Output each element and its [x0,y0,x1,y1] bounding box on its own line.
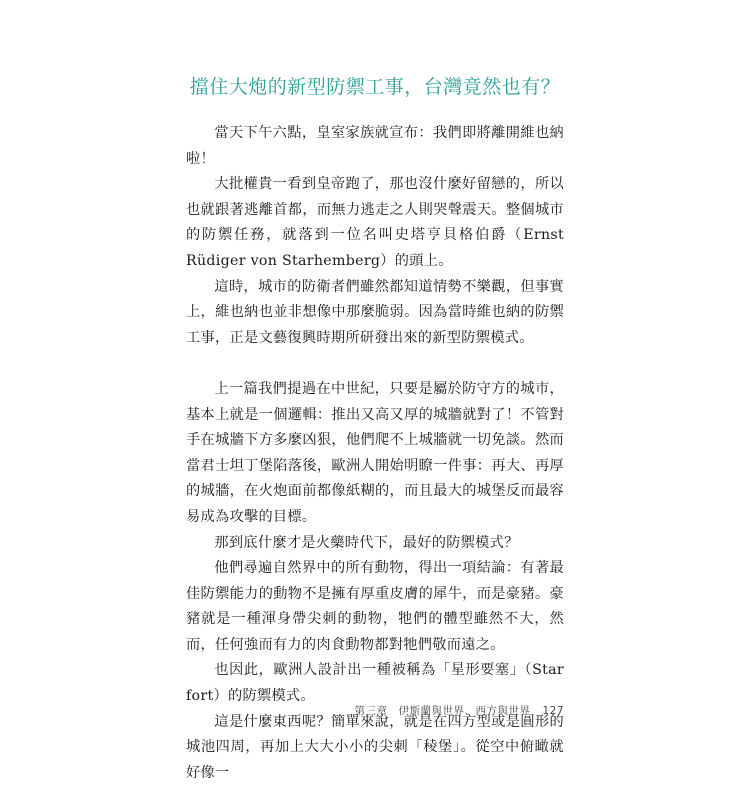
paragraph: 這時，城市的防衛者們雖然都知道情勢不樂觀，但事實上，維也納也並非想像中那麼脆弱。因為當時維也納的防禦工事，正是文藝復興時期所研發出來的新型防禦模式。 [186,278,564,346]
section-title: 擋住大炮的新型防禦工事，台灣竟然也有？ [189,76,561,98]
paragraph: 那到底什麼才是火藥時代下，最好的防禦模式？ [214,534,519,551]
paragraph: 也因此，歐洲人設計出一種被稱為「星形要塞」（Star fort）的防禦模式。 [186,662,564,705]
paragraph: 上一篇我們提過在中世紀，只要是屬於防守方的城市，基本上就是一個邏輯：推出又高又厚的城牆就對了！不管對手在城牆下方多麼凶狠，他們爬不上城牆就一切免談。然而當君士坦丁堡陷落後，歐洲人開始明瞭一件事：再大、再厚的城牆，在火炮面前都像紙糊的，而且最大的城堡反而最容易成為攻擊的目標。 [186,380,564,525]
running-footer [354,703,564,718]
paragraph: 大批權貴一看到皇帝跑了，那也沒什麼好留戀的，所以也就跟著逃離首都，而無力逃走之人則哭聲震天。整個城市的防禦任務，就落到一位名叫史塔亨貝格伯爵（Ernst Rüdiger von Starhemberg）的頭上。 [186,176,564,269]
paragraph: 當天下午六點，皇室家族就宣布：我們即將離開維也納啦！ [186,125,564,167]
body-text [186,121,564,786]
paragraph: 他們尋遍自然界中的所有動物，得出一項結論：有著最佳防禦能力的動物不是擁有厚重皮膚的犀牛，而是豪豬。豪豬就是一種渾身帶尖刺的動物，牠們的體型雖然不大，然而，任何強而有力的肉食動物都對牠們敬而遠之。 [186,560,564,653]
page-number: 127 [542,705,564,717]
paragraph: 這是什麼東西呢？簡單來說，就是在四方型或是圓形的城池四周，再加上大大小小的尖刺「稜堡」。從空中俯瞰就好像一 [186,713,564,781]
chapter-label: 第三章 伊斯蘭與世界、西方與世界 [354,705,531,717]
